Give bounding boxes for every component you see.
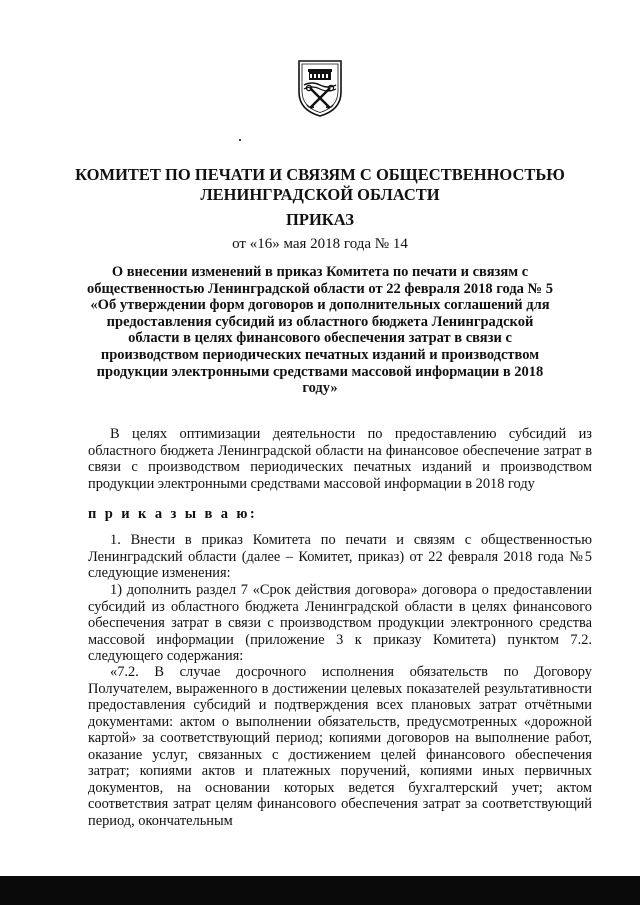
- document-subject: О внесении изменений в приказ Комитета по печати и связям с общественностью Ленинградской области от 22 февраля 2018 года № 5 «Об утверждении форм договоров и дополнительных соглашений для предоставления субсидий из областного бюджета Ленинградской области в целях финансового обеспечения затрат в связи с производством периодических печатных изданий и производством продукции электронными средствами массовой информации в 2018 году»: [86, 264, 553, 397]
- item-1-paragraph: 1. Внести в приказ Комитета по печати и связям с общественностью Ленинградский области (далее – Комитет, приказ) от 22 февраля 2018 года №5 следующие изменения:: [88, 532, 592, 581]
- item-1-1-paragraph: 1) дополнить раздел 7 «Срок действия договора» договора о предоставлении субсидий из областного бюджета Ленинградской области в целях финансового обеспечения затрат в связи с производством продукции электронного средства массовой информации (приложение 3 к приказу Комитета) пунктом 7.2. следующего содержания:: [88, 582, 592, 664]
- preamble-paragraph: В целях оптимизации деятельности по предоставлению субсидий из областного бюджета Ленинградской области на финансовое обеспечение затрат в связи с производством периодических печатных изданий и производством продукции электронными средствами массовой информации в 2018 году: [88, 426, 592, 492]
- scan-speck: [239, 139, 241, 141]
- document-type-title: ПРИКАЗ: [286, 210, 354, 229]
- document-date-number: от «16» мая 2018 года № 14: [232, 236, 408, 252]
- item-7-2-paragraph: «7.2. В случае досрочного исполнения обязательств по Договору Получателем, выраженного в достижении целевых показателей результативности предоставления субсидий и подтверждения всех плановых затрат отчётными документами: актом о выполнении обязательств, предусмотренных «дорожной картой» за соответствующий период; копиями договоров на выполнение работ, оказание услуг, связанных с достижением целей финансового обеспечения затрат; копиями актов и платежных поручений, копиями иных первичных документов, на основании которых ведется бухгалтерский учет; актом соответствия затрат целям финансового обеспечения затрат за соответствующий период, окончательным: [88, 664, 592, 829]
- scan-bottom-border: [0, 876, 640, 905]
- orders-word: п р и к а з ы в а ю:: [88, 506, 258, 522]
- organization-name: КОМИТЕТ ПО ПЕЧАТИ И СВЯЗЯМ С ОБЩЕСТВЕННОСТЬЮ ЛЕНИНГРАДСКОЙ ОБЛАСТИ: [75, 165, 565, 204]
- coat-of-arms-emblem: [296, 58, 344, 118]
